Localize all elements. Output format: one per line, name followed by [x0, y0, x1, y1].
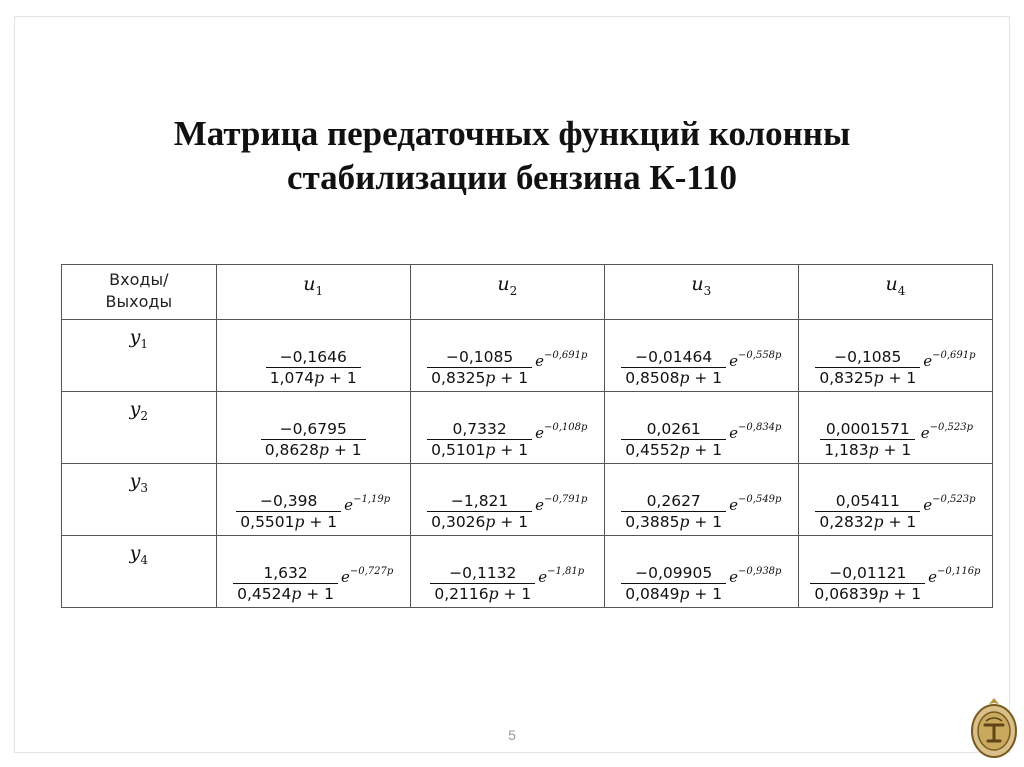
- page-number: 5: [508, 727, 516, 743]
- fraction: [233, 564, 338, 603]
- exp-power: −0,558p: [738, 349, 782, 361]
- var-sub: 4: [140, 552, 149, 567]
- numerator: 0,05411: [835, 492, 900, 510]
- var-base: u: [303, 273, 316, 295]
- exp-base: e: [923, 495, 933, 514]
- var-sub: 2: [140, 408, 149, 423]
- denominator: [815, 367, 920, 387]
- delay-exponential: [920, 421, 974, 442]
- delay-exponential: [729, 565, 782, 586]
- denominator-coef: 1,183: [824, 441, 869, 459]
- corner-header: [62, 265, 217, 320]
- transfer-function-cell: [798, 536, 992, 608]
- fraction: [427, 420, 532, 459]
- denominator-coef: 0,5501: [240, 513, 295, 531]
- denominator: [261, 439, 366, 459]
- denominator-var: p: [679, 369, 690, 387]
- denominator: [236, 511, 341, 531]
- corner-label-inputs: Входы/: [109, 270, 169, 289]
- denominator: [810, 583, 925, 603]
- exp-base: e: [344, 495, 354, 514]
- denominator-tail: + 1: [324, 369, 357, 387]
- fraction: [430, 564, 535, 603]
- denominator-var: p: [485, 513, 496, 531]
- denominator-coef: 0,4524: [237, 585, 292, 603]
- var-base: u: [691, 273, 704, 295]
- transfer-function-cell: [216, 464, 410, 536]
- denominator-var: p: [873, 513, 884, 531]
- denominator-coef: 0,5101: [431, 441, 486, 459]
- fraction: [427, 348, 532, 387]
- denominator: [266, 367, 361, 387]
- denominator-var: p: [868, 441, 879, 459]
- denominator: [427, 439, 532, 459]
- denominator-tail: + 1: [689, 513, 723, 531]
- column-header-u3: [604, 265, 798, 320]
- denominator-tail: + 1: [689, 441, 723, 459]
- fraction: [427, 492, 532, 531]
- numerator: −0,6795: [279, 420, 347, 438]
- exp-base: e: [535, 351, 544, 370]
- exp-base: e: [729, 423, 739, 442]
- transfer-function-cell: [798, 320, 992, 392]
- fraction: [810, 564, 925, 603]
- exp-power: −1,81p: [547, 565, 585, 577]
- table-row: [62, 392, 993, 464]
- transfer-function-cell: [216, 320, 410, 392]
- fraction: [621, 348, 726, 387]
- transfer-function-cell: [604, 320, 798, 392]
- numerator: −0,1085: [446, 348, 514, 366]
- transfer-function-cell: [798, 464, 992, 536]
- exp-power: −0,549p: [738, 493, 782, 505]
- exp-power: −0,523p: [932, 493, 976, 505]
- denominator-var: p: [878, 585, 889, 603]
- numerator: −0,01464: [635, 348, 713, 366]
- numerator: −0,1132: [449, 564, 517, 582]
- exp-power: −0,727p: [349, 565, 394, 577]
- numerator: 0,7332: [452, 420, 507, 438]
- transfer-function-cell: [410, 464, 604, 536]
- denominator-tail: + 1: [498, 585, 532, 603]
- slide-title: [0, 112, 1024, 200]
- denominator-var: p: [485, 369, 496, 387]
- fraction: [621, 492, 726, 531]
- delay-exponential: [535, 349, 588, 370]
- fraction: [261, 420, 366, 459]
- denominator: [233, 583, 338, 603]
- denominator-var: p: [679, 513, 690, 531]
- corner-label-outputs: Выходы: [105, 292, 173, 311]
- denominator-tail: + 1: [689, 369, 723, 387]
- var-base: y: [129, 470, 141, 492]
- row-header-y4: [62, 536, 217, 608]
- denominator: [430, 583, 535, 603]
- slide-title-line-1: Матрица передаточных функций колонны: [173, 114, 851, 153]
- university-crest-icon: [968, 695, 1020, 759]
- delay-exponential: [928, 565, 981, 586]
- denominator: [621, 583, 726, 603]
- numerator: −0,01121: [829, 564, 907, 582]
- fraction: [236, 492, 341, 531]
- denominator-tail: + 1: [495, 369, 529, 387]
- var-base: y: [129, 326, 141, 348]
- row-header-y3: [62, 464, 217, 536]
- exp-power: −0,108p: [543, 421, 588, 433]
- numerator: 1,632: [263, 564, 308, 582]
- denominator: [815, 511, 920, 531]
- fraction: [818, 420, 918, 459]
- transfer-function-cell: [410, 536, 604, 608]
- transfer-function-cell: [216, 392, 410, 464]
- denominator-var: p: [873, 369, 884, 387]
- delay-exponential: [535, 421, 588, 442]
- numerator: 0,0001571: [825, 420, 910, 438]
- row-header-y1: [62, 320, 217, 392]
- column-header-u2: [410, 265, 604, 320]
- exp-base: e: [729, 495, 739, 514]
- denominator: [820, 439, 915, 459]
- denominator: [621, 439, 726, 459]
- delay-exponential: [923, 493, 976, 514]
- delay-exponential: [535, 493, 588, 514]
- table-row: [62, 464, 993, 536]
- denominator-var: p: [679, 441, 690, 459]
- exp-power: −0,523p: [929, 421, 974, 433]
- exp-base: e: [538, 567, 548, 586]
- denominator-coef: 0,8325: [431, 369, 486, 387]
- denominator-coef: 0,2116: [434, 585, 489, 603]
- exp-base: e: [923, 351, 933, 370]
- denominator-coef: 0,8325: [819, 369, 874, 387]
- delay-exponential: [344, 493, 391, 514]
- denominator-coef: 0,4552: [625, 441, 680, 459]
- exp-power: −0,116p: [937, 565, 981, 577]
- denominator-coef: 0,06839: [814, 585, 879, 603]
- denominator-tail: + 1: [689, 585, 723, 603]
- fraction: [815, 348, 920, 387]
- exp-power: −0,834p: [738, 421, 782, 433]
- delay-exponential: [923, 349, 976, 370]
- denominator-tail: + 1: [883, 369, 917, 387]
- transfer-function-cell: [604, 464, 798, 536]
- column-header-u4: [798, 265, 992, 320]
- denominator: [427, 511, 532, 531]
- denominator-coef: 0,8628: [264, 441, 319, 459]
- exp-base: e: [535, 495, 544, 514]
- transfer-function-matrix: [61, 264, 993, 608]
- exp-base: e: [729, 567, 739, 586]
- transfer-function-cell: [216, 536, 410, 608]
- numerator: −0,09905: [635, 564, 713, 582]
- delay-exponential: [729, 493, 782, 514]
- denominator-coef: 0,0849: [625, 585, 680, 603]
- transfer-function-cell: [410, 320, 604, 392]
- denominator-var: p: [314, 369, 324, 387]
- var-base: y: [129, 398, 141, 420]
- denominator-tail: + 1: [328, 441, 362, 459]
- denominator-coef: 0,8508: [625, 369, 680, 387]
- exp-power: −0,791p: [543, 493, 588, 505]
- transfer-function-cell: [410, 392, 604, 464]
- delay-exponential: [729, 421, 782, 442]
- denominator-var: p: [294, 513, 305, 531]
- var-base: u: [885, 273, 898, 295]
- var-sub: 2: [509, 283, 518, 298]
- denominator-var: p: [679, 585, 690, 603]
- denominator-tail: + 1: [495, 441, 529, 459]
- var-sub: 3: [140, 480, 149, 495]
- denominator-var: p: [291, 585, 302, 603]
- slide-title-line-2: стабилизации бензина К-110: [287, 158, 737, 197]
- numerator: −1,821: [450, 492, 509, 510]
- denominator: [621, 511, 726, 531]
- var-sub: 3: [703, 283, 712, 298]
- denominator-var: p: [485, 441, 496, 459]
- header-row: [62, 265, 993, 320]
- transfer-function-cell: [604, 392, 798, 464]
- delay-exponential: [538, 565, 585, 586]
- var-sub: 1: [315, 283, 324, 298]
- exp-power: −0,691p: [543, 349, 588, 361]
- denominator-tail: + 1: [304, 513, 338, 531]
- exp-base: e: [928, 567, 938, 586]
- denominator-tail: + 1: [495, 513, 529, 531]
- denominator-var: p: [488, 585, 499, 603]
- denominator-coef: 1,074: [269, 369, 315, 387]
- exp-base: e: [729, 351, 739, 370]
- fraction: [266, 348, 361, 387]
- row-header-y2: [62, 392, 217, 464]
- delay-exponential: [729, 349, 782, 370]
- delay-exponential: [340, 565, 394, 586]
- denominator-coef: 0,3026: [431, 513, 486, 531]
- var-base: u: [497, 273, 510, 295]
- denominator: [427, 367, 532, 387]
- table-row: [62, 536, 993, 608]
- exp-base: e: [340, 567, 350, 586]
- numerator: −0,1646: [279, 348, 347, 366]
- denominator-tail: + 1: [301, 585, 334, 603]
- denominator-tail: + 1: [888, 585, 922, 603]
- table-row: [62, 320, 993, 392]
- exp-base: e: [535, 423, 544, 442]
- numerator: −0,398: [260, 492, 318, 510]
- var-sub: 4: [897, 283, 906, 298]
- denominator-tail: + 1: [883, 513, 917, 531]
- denominator-var: p: [319, 441, 329, 459]
- fraction: [621, 564, 726, 603]
- denominator-coef: 0,3885: [625, 513, 680, 531]
- var-base: y: [129, 542, 141, 564]
- exp-power: −0,938p: [738, 565, 782, 577]
- denominator-coef: 0,2832: [819, 513, 874, 531]
- numerator: 0,0261: [646, 420, 701, 438]
- numerator: 0,2627: [646, 492, 701, 510]
- fraction: [621, 420, 726, 459]
- var-sub: 1: [140, 336, 149, 351]
- transfer-function-cell: [798, 392, 992, 464]
- denominator: [621, 367, 726, 387]
- exp-power: −1,19p: [353, 493, 391, 505]
- denominator-tail: + 1: [878, 441, 912, 459]
- numerator: −0,1085: [834, 348, 902, 366]
- transfer-function-cell: [604, 536, 798, 608]
- fraction: [815, 492, 920, 531]
- column-header-u1: [216, 265, 410, 320]
- exp-power: −0,691p: [932, 349, 976, 361]
- exp-base: e: [920, 423, 930, 442]
